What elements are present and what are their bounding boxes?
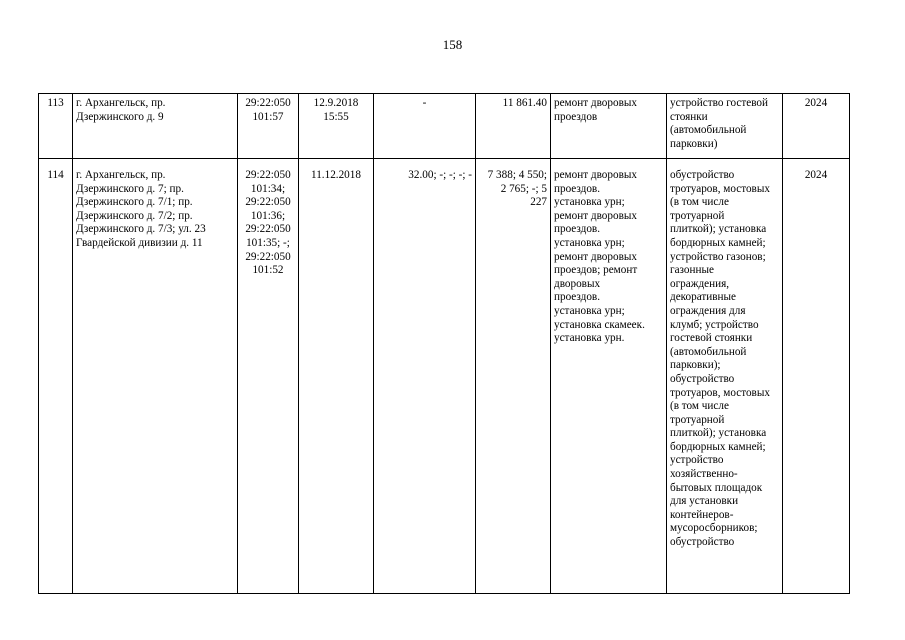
date-cell: 11.12.2018 [299,159,374,594]
amount-cell: 11 861.40 [476,94,551,159]
works-cell: ремонт дворовых проездов. установка урн; ремонт дворовых проездов. установка урн; ремонт дворовых проездов; ремонт дворовых проездов. установка урн; установка скамеек. установка урн. [551,159,667,594]
description-cell: обустройство тротуаров, мостовых (в том числе тротуарной плиткой); установка бордюрных камней; устройство газонов; газонные ограждения, декоративные ограждения для клумб; устройство гостевой стоянки (автомобильной парковки); обустройство тротуаров, мостовых (в том числе тротуарной плиткой); установка бордюрных камней; устройство хозяйственно- бытовых площадок для установки контейнеров- мусоросборников; обустройство [667,159,783,594]
cadastral-number-cell: 29:22:050 101:34; 29:22:050 101:36; 29:22:050 101:35; -; 29:22:050 101:52 [238,159,299,594]
register-table [38,93,850,594]
row-number-cell: 113 [39,94,73,159]
year-cell: 2024 [783,94,850,159]
table-row [39,94,850,159]
year-cell: 2024 [783,159,850,594]
values-cell: - [374,94,476,159]
works-cell: ремонт дворовых проездов [551,94,667,159]
address-cell: г. Архангельск, пр. Дзержинского д. 7; пр. Дзержинского д. 7/1; пр. Дзержинского д. 7/2; пр. Дзержинского д. 7/3; ул. 23 Гвардейской дивизии д. 11 [73,159,238,594]
date-cell: 12.9.2018 15:55 [299,94,374,159]
page-number: 158 [442,37,463,52]
address-cell: г. Архангельск, пр. Дзержинского д. 9 [73,94,238,159]
values-cell: 32.00; -; -; -; - [374,159,476,594]
cadastral-number-cell: 29:22:050 101:57 [238,94,299,159]
amount-cell: 7 388; 4 550; 2 765; -; 5 227 [476,159,551,594]
table-row [39,159,850,594]
description-cell: устройство гостевой стоянки (автомобильной парковки) [667,94,783,159]
row-number-cell: 114 [39,159,73,594]
